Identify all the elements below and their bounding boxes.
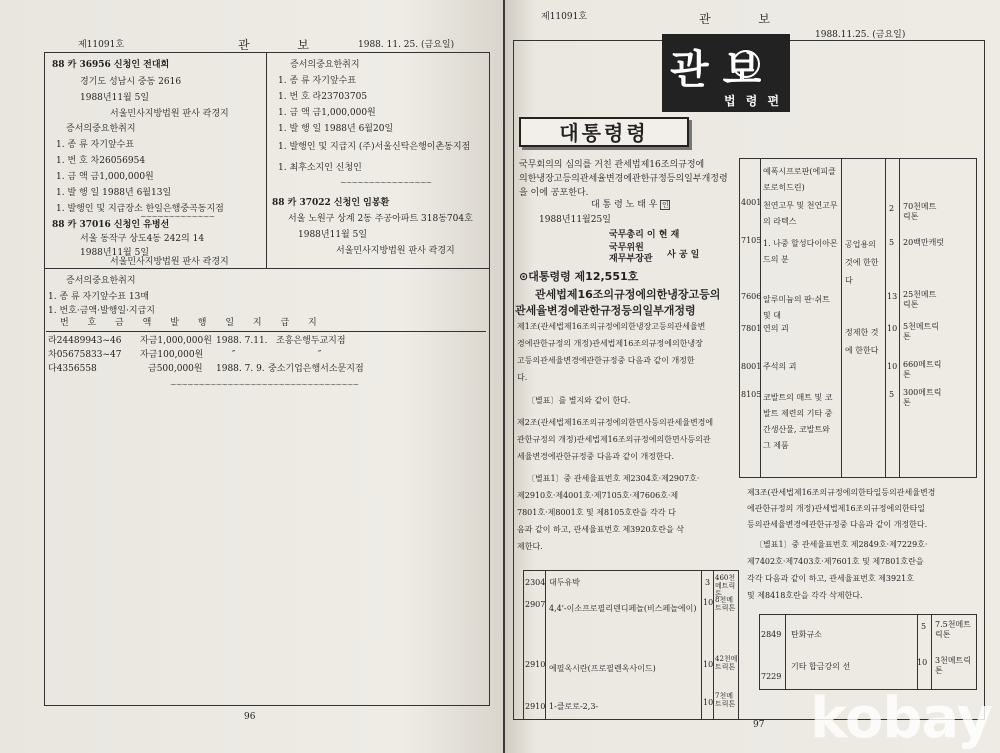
- col-rule: [841, 158, 842, 478]
- cell-name: 4,4'-이소프로필리덴디페놀(비스페놀에이): [549, 604, 697, 613]
- cell-code: 8001: [741, 362, 762, 371]
- body-line: 7801호·제8001호 및 제8105호란을 각각 다: [517, 508, 676, 517]
- wave-divider: ∼∼∼∼∼∼∼∼∼∼∼∼∼∼∼∼∼∼∼∼∼∼∼∼∼∼∼∼∼∼∼∼∼: [170, 380, 359, 386]
- notice-line: 서울민사지방법원 판사 곽경지: [110, 257, 229, 267]
- col-rule: [701, 570, 702, 720]
- cell-rate: 460천메트릭톤: [715, 574, 736, 598]
- col-rule: [917, 614, 918, 690]
- cell-name: 천연고무 및 천연고무의 라텍스: [763, 201, 838, 226]
- president-signature: [591, 200, 670, 211]
- body-line: 제한다.: [517, 542, 543, 551]
- cell-name: 1-클로로-2,3-: [549, 702, 599, 711]
- cell-n: 3: [705, 578, 711, 587]
- cell-rate: 3천메트릭톤: [935, 656, 972, 675]
- page-number-left: 96: [244, 712, 256, 722]
- watermark-logo: kobay: [810, 686, 992, 751]
- cell-code: 2907: [525, 600, 546, 609]
- cell-rate: 660메트릭톤: [903, 360, 942, 379]
- cell-code: 7606: [741, 292, 762, 301]
- right-page: [505, 0, 1000, 753]
- left-header-title: 관 보: [238, 38, 331, 52]
- cell-number: 차05675833~47: [48, 350, 122, 360]
- notice-line: 88 카 37016 신청인 유병선: [52, 220, 170, 230]
- cell-place: 중소기업은행서소문지점: [268, 364, 364, 374]
- right-header-title: 관 보: [699, 12, 792, 26]
- gazette-logo: [662, 34, 790, 112]
- notice-line: 1. 종 류 자기앞수표: [56, 140, 135, 150]
- body-line: 제7402호·제7403호·제7601호 및 제7801호란을: [747, 557, 924, 566]
- right-header-issue: 제11091호: [541, 12, 588, 22]
- body-line: 〔별표1〕중 관세율표번호 제2849호·제7229호·: [755, 540, 928, 549]
- cell-n: 5: [889, 390, 895, 399]
- notice-line: 경기도 성남시 중동 2616: [80, 77, 182, 87]
- cell-amount: 자금100,000원: [140, 350, 204, 360]
- cell-code: 7229: [761, 672, 782, 681]
- col-rule: [931, 614, 932, 690]
- logo-main-text: 관보: [670, 47, 776, 93]
- cell-name: 연의 괴: [763, 324, 789, 333]
- notice-line: 서울 동작구 상도4동 242의 14: [80, 234, 205, 244]
- table-rule: [46, 331, 486, 332]
- cell-number: 라24489943~46: [48, 336, 122, 346]
- intro-line: 국무회의의 심의를 거친 관세법제16조의규정에: [519, 160, 705, 170]
- left-column-divider: [266, 52, 267, 268]
- body-line: 에관한규정의 개정)관세법제16조의규정에의한타일: [747, 504, 926, 513]
- body-line: 다.: [517, 373, 528, 382]
- cell-code: 8105: [741, 390, 762, 399]
- cell-date: ″: [232, 350, 236, 360]
- cell-rate: 7.5천메트릭톤: [935, 620, 971, 639]
- body-line: 각각 다음과 같이 하고, 관세율표번호 제3921호: [747, 574, 914, 583]
- wave-divider: ∼∼∼∼∼∼∼∼∼∼∼∼∼∼∼∼: [340, 178, 432, 184]
- notice-line: 서울 노원구 상계 2동 주공아파트 318동704호: [288, 214, 473, 224]
- cell-rate: 7천메트릭톤: [715, 692, 736, 708]
- page-number-right: 97: [753, 720, 765, 730]
- notice-line: 증서의중요한취지: [290, 60, 360, 70]
- cell-n: 13: [887, 292, 898, 301]
- cell-number: 다4356558: [48, 364, 97, 374]
- cell-name: 에필옥시란(프로필렌옥사이드): [549, 664, 656, 673]
- cell-rate: 42천메트릭톤: [715, 655, 738, 671]
- body-line: 관한규정의 개정)관세법제16조의규정에의한면사등의관: [517, 435, 711, 444]
- decree-title-1: 관세법제16조의규정에의한냉장고등의: [535, 288, 721, 301]
- cell-n: 10: [887, 362, 898, 371]
- left-section-divider: [44, 268, 490, 269]
- cell-place: 조흥은행두교지점: [276, 336, 346, 346]
- cell-name: 예폭시프로판(에피클로로히드린): [763, 167, 836, 192]
- notice-line: 88 카 36956 신청인 전대희: [52, 60, 170, 70]
- body-line: 및 제8418호란을 각각 삭제한다.: [747, 591, 863, 600]
- cell-rate: 5천메트릭톤: [903, 322, 940, 341]
- emblem-icon: [732, 50, 760, 78]
- cell-n: 10: [703, 698, 714, 707]
- body-line: 등의관세율변경에관한규정중 다음과 같이 개정한다.: [747, 520, 928, 529]
- prime-minister: 국무총리 이 현 재: [609, 230, 680, 240]
- cell-code: 7801: [741, 324, 762, 333]
- decree-date: 1988년11월25일: [539, 215, 611, 225]
- notice-line: 1988년11월 5일: [80, 93, 150, 103]
- cell-n: 10: [703, 660, 714, 669]
- notice-line: 1. 발행인 및 지급지 (주)서울신탁은행이촌동지점: [278, 142, 471, 152]
- body-line: 세율변경에관한규정중 다음과 같이 개정한다.: [517, 452, 675, 461]
- notice-line: 88 카 37022 신청인 임봉환: [272, 198, 390, 208]
- cell-name: 1. 나중 할성다이아몬드의 분: [763, 239, 838, 264]
- body-line: 경에관한규정의 개정)관세법제16조의규정에의한냉장: [517, 339, 703, 348]
- logo-sub-text: 법 령 편: [724, 94, 783, 108]
- cell-n: 10: [917, 658, 928, 667]
- cell-date: 1988. 7.11.: [216, 336, 268, 346]
- col-rule: [885, 158, 886, 478]
- cell-code: 2304: [525, 578, 546, 587]
- wave-divider: ∼∼∼∼∼∼∼∼∼∼∼∼∼: [140, 212, 215, 218]
- notice-line: 1. 번호·금액·발행일·지급지: [48, 306, 155, 316]
- intro-line: 의한냉장고등의관세율변경에관한규정등의일부개정령: [519, 174, 728, 184]
- cell-name: 코발트의 매트 및 코발트 제련의 기타 중간생산물, 코발트와 그 제품: [763, 393, 833, 450]
- cell-amount: 자금1,000,000원: [140, 336, 212, 346]
- body-line: 제3조(관세법제16조의규정에의한타일등의관세율변경: [747, 488, 936, 497]
- notice-line: 1. 금 액 금1,000,000원: [278, 108, 376, 118]
- notice-line: 1. 번 호 라23703705: [278, 92, 368, 102]
- cell-rate: 25천메트릭톤: [903, 290, 937, 309]
- minister-name: 사 공 일: [667, 250, 700, 260]
- decree-number: ⊙대통령령 제12,551호: [519, 270, 639, 283]
- cell-code: 2910: [525, 660, 546, 669]
- body-line: 음과 같이 하고, 관세율표번호 제3920호란을 삭: [517, 525, 684, 534]
- decree-heading: 대통령령: [519, 117, 689, 147]
- body-line: 제1조(관세법제16조의규정에의한냉장고등의관세율변: [517, 322, 706, 331]
- notice-line: 1. 발 행 일 1988년 6월20일: [278, 124, 394, 134]
- right-header-date: 1988.11.25. (금요일): [815, 30, 906, 40]
- notice-line: 증서의중요한취지: [66, 124, 136, 134]
- body-line: 〔별표1〕중 관세율표번호 제2304호·제2907호·: [527, 474, 700, 483]
- cell-code: 4001: [741, 198, 762, 207]
- col-rule: [545, 570, 546, 720]
- body-line: 고등의관세율변경에관한규정중 다음과 같이 개정한: [517, 356, 695, 365]
- cell-rate: 70천메트릭톤: [903, 202, 937, 221]
- notice-line: 1. 종 류 자기앞수표: [278, 76, 357, 86]
- cell-name: 기타 합금강의 선: [791, 662, 851, 671]
- seal-stamp: 인: [661, 201, 669, 209]
- cell-name: 탄화규소: [791, 630, 822, 639]
- notice-line: 1988년11월 5일: [298, 230, 368, 240]
- decree-title-2: 관세율변경에관한규정등의일부개정령: [515, 304, 696, 317]
- notice-line: 1988년11월 5일: [80, 248, 150, 258]
- notice-line: 1. 종 류 자기앞수표 13매: [48, 292, 150, 302]
- cell-name: 주석의 괴: [763, 362, 797, 371]
- notice-line: 1. 발 행 일 1988년 6월13일: [56, 188, 172, 198]
- cell-note: 공업용의 것에 한한다: [845, 240, 879, 285]
- table-header: 번 호 금 액 발 행 일 지 급 지: [60, 318, 325, 328]
- notice-line: 서울민사지방법원 판사 곽경지: [110, 109, 229, 119]
- notice-line: 1. 최후소지인 신청인: [278, 163, 362, 173]
- cell-n: 5: [921, 622, 927, 631]
- cell-amount: 금500,000원: [148, 364, 203, 374]
- body-line: 〔별표〕를 별지와 같이 한다.: [527, 396, 631, 405]
- cell-rate: 8천메트릭톤: [715, 596, 736, 612]
- cell-n: 5: [889, 238, 895, 247]
- notice-line: 서울민사지방법원 판사 곽경지: [336, 246, 455, 256]
- cell-rate: 300메트릭톤: [903, 388, 942, 407]
- cell-note: 정제한 것에 한한다: [845, 328, 879, 355]
- cell-date: 1988. 7. 9.: [216, 364, 265, 374]
- cell-name: 대두유박: [549, 578, 580, 587]
- body-line: 제2조(관세법제16조의규정에의한면사등의관세율변경에: [517, 418, 714, 427]
- cell-rate: 20백만캐럿: [903, 238, 945, 247]
- col-rule: [785, 614, 786, 690]
- cell-code: 2910: [525, 702, 546, 711]
- cell-n: 10: [887, 324, 898, 333]
- notice-line: 1. 번 호 차26056954: [56, 156, 146, 166]
- cell-place: ″: [318, 350, 322, 360]
- left-header-date: 1988. 11. 25. (금요일): [358, 40, 455, 50]
- notice-line: 1. 금 액 금1,000,000원: [56, 172, 154, 182]
- notice-line: 증서의중요한취지: [66, 276, 136, 286]
- notice-line: 1. 발행인 및 지급장소 한일은행중곡동지점: [56, 204, 224, 214]
- president-label: 대 통 령 노 태 우: [591, 200, 658, 210]
- col-rule: [899, 158, 900, 478]
- cell-n: 10: [703, 598, 714, 607]
- minister-label-2: 재무부장관: [609, 254, 653, 264]
- cell-n: 2: [889, 204, 895, 213]
- minister-label-1: 국무위원: [609, 243, 644, 253]
- cell-name: 알루미늄의 판·쉬트 및 대: [763, 295, 830, 320]
- cell-code: 2849: [761, 630, 782, 639]
- intro-line: 을 이에 공포한다.: [519, 188, 589, 198]
- body-line: 제2910호·제4001호·제7105호·제7606호·제: [517, 491, 679, 500]
- cell-code: 7105: [741, 236, 762, 245]
- left-header-issue: 제11091호: [78, 40, 125, 50]
